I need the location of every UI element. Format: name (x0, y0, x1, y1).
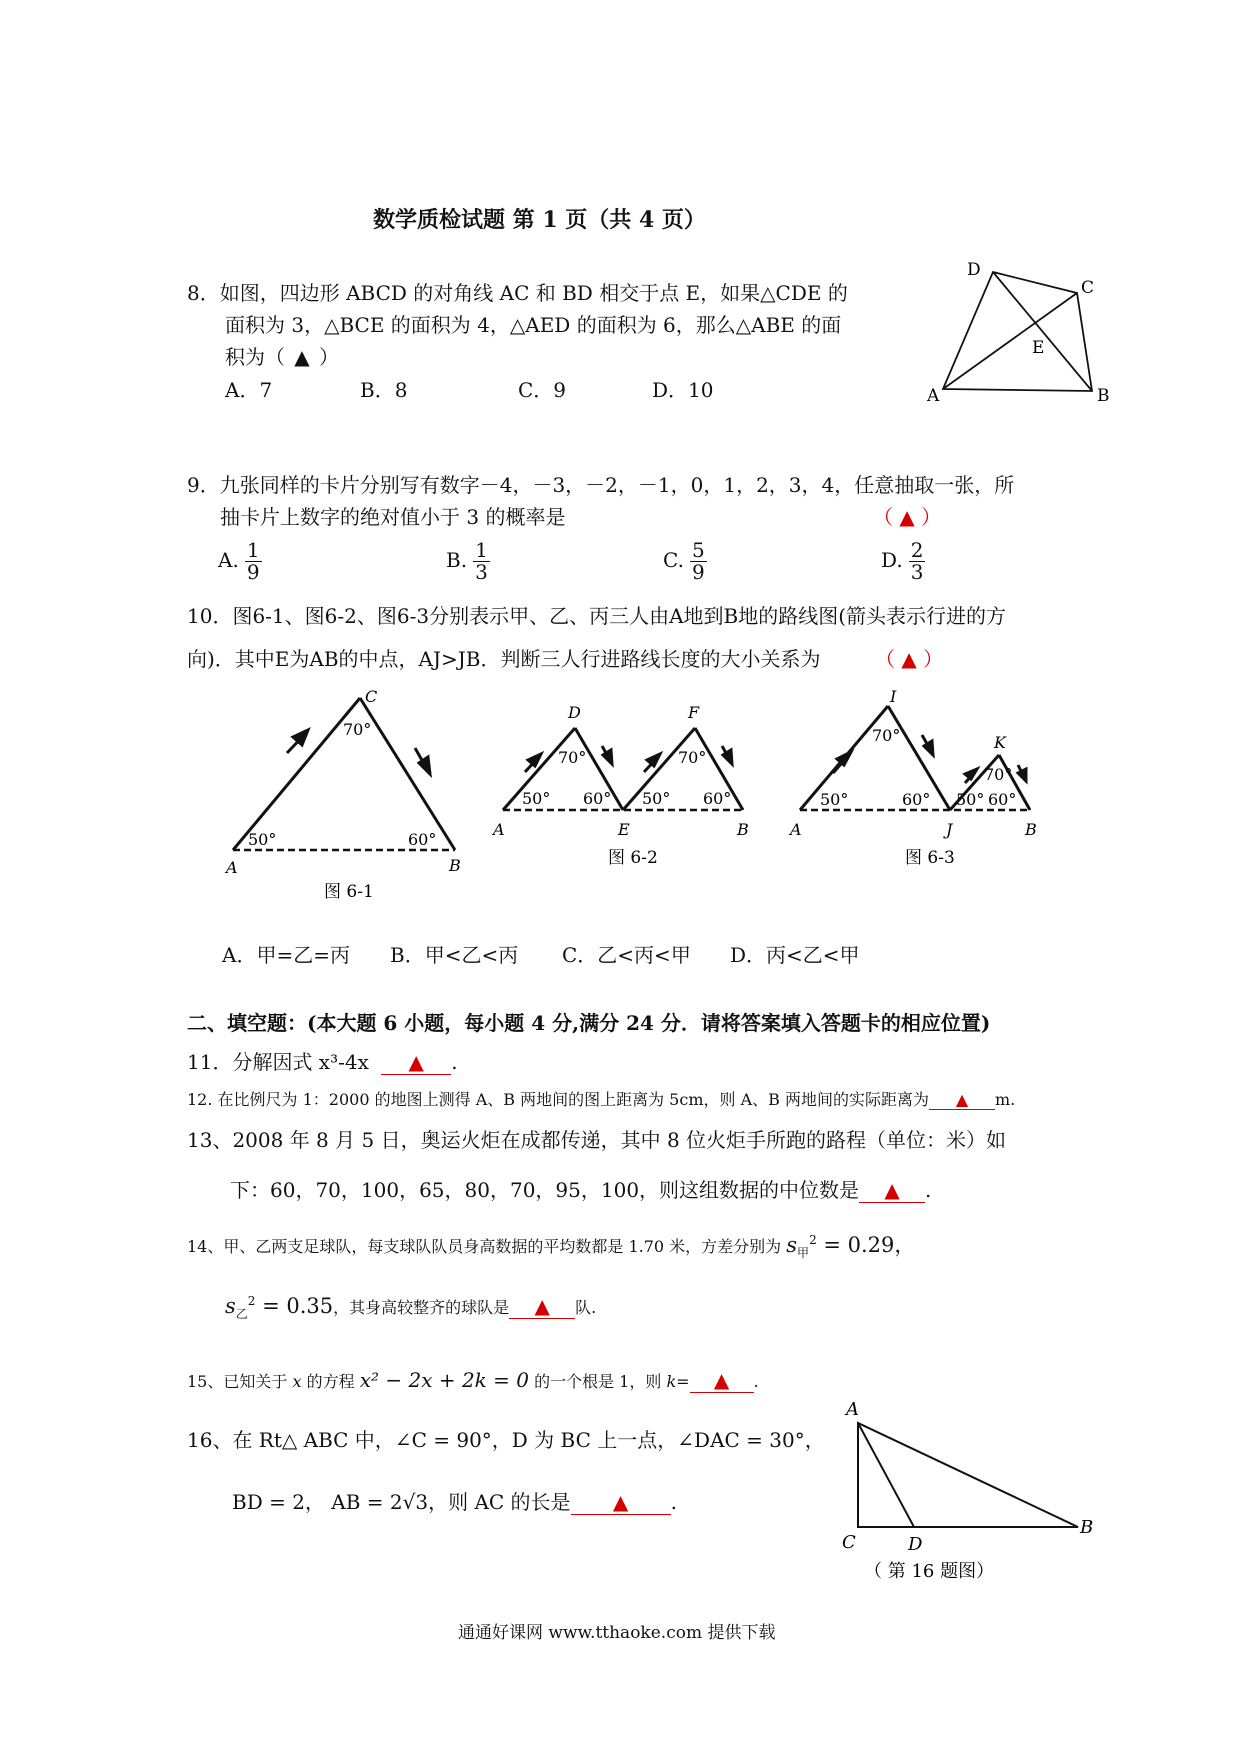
svg-text:50°: 50° (820, 790, 849, 809)
svg-text:B: B (1025, 820, 1037, 839)
svg-text:A: A (790, 820, 802, 839)
svg-text:B: B (737, 820, 749, 839)
page-title: 数学质检试题 第 1 页（共 4 页） (373, 207, 706, 233)
svg-text:A: A (493, 820, 505, 839)
q10-option-d: D．丙<乙<甲 (730, 943, 860, 967)
svg-text:60°: 60° (902, 790, 931, 809)
figure-6-1 (215, 685, 475, 910)
figure-6-2 (490, 700, 765, 875)
answer-blank: ▲ (381, 1050, 451, 1075)
label-d: D (967, 260, 981, 280)
svg-text:F: F (688, 703, 700, 722)
section2-heading: 二、填空题：(本大题 6 小题，每小题 4 分,满分 24 分．请将答案填入答题卡的相应位置) (187, 1011, 991, 1035)
q8-quadrilateral-figure (925, 255, 1125, 415)
svg-text:J: J (946, 820, 953, 839)
svg-text:50°: 50° (956, 790, 985, 809)
q16-triangle-figure (840, 1395, 1110, 1585)
q9-option-d: D. $\frac{2}{3}$ (881, 538, 924, 584)
label-e: E (1032, 338, 1045, 358)
answer-blank: ▲ (690, 1368, 754, 1393)
q8-line2: 面积为 3，△BCE 的面积为 4，△AED 的面积为 6，那么△ABE 的面 (225, 313, 842, 337)
svg-text:50°: 50° (642, 789, 671, 808)
q10-line1: 10．图6-1、图6-2、图6-3分别表示甲、乙、丙三人由A地到B地的路线图(箭头表示行进的方 (187, 604, 1007, 628)
q8-option-a: A．7 (225, 378, 273, 402)
caption-6-1: 图 6-1 (324, 882, 374, 902)
q9-answer-paren: （ ▲ ） (873, 505, 942, 529)
q8-line3: 积为（ ▲ ） (225, 345, 339, 369)
q9-option-b: B. $\frac{1}{3}$ (446, 538, 488, 584)
q8-line1: 8．如图，四边形 ABCD 的对角线 AC 和 BD 相交于点 E，如果△CDE 的 (187, 281, 848, 305)
q10-option-a: A．甲=乙=丙 (222, 943, 350, 967)
answer-blank: ▲ (929, 1090, 995, 1110)
svg-text:50°: 50° (522, 789, 551, 808)
q10-line2: 向)．其中E为AB的中点，AJ>JB．判断三人行进路线长度的大小关系为 (187, 647, 821, 671)
q14-line1: 14、甲、乙两支足球队，每支球队队员身高数据的平均数都是 1.70 米，方差分别为 $s_甲^2 = 0.29$， (187, 1233, 916, 1261)
answer-blank: ▲ (509, 1294, 575, 1319)
answer-blank: ▲ (571, 1490, 671, 1515)
q10-option-b: B．甲<乙<丙 (390, 943, 519, 967)
q13-line1: 13、2008 年 8 月 5 日，奥运火炬在成都传递，其中 8 位火炬手所跑的路程（单位：米）如 (187, 1128, 1007, 1152)
svg-text:70°: 70° (984, 765, 1013, 784)
answer-mark: ▲ (294, 345, 310, 369)
svg-text:B: B (449, 856, 461, 875)
q9-option-c: C. $\frac{5}{9}$ (663, 538, 705, 584)
svg-text:I: I (890, 687, 897, 706)
q8-option-d: D．10 (652, 378, 714, 402)
q13-line2: 下：60，70，100，65，80，70，95，100，则这组数据的中位数是 ▲ . (230, 1178, 932, 1202)
caption-6-2: 图 6-2 (608, 848, 658, 868)
svg-text:60°: 60° (988, 790, 1017, 809)
q9-option-a: A. $\frac{1}{9}$ (218, 538, 260, 584)
q10-option-c: C．乙<丙<甲 (562, 943, 691, 967)
svg-text:D: D (568, 703, 581, 722)
q15: 15、已知关于 x 的方程 x² − 2x + 2k = 0 的一个根是 1，则 k= ▲ . (187, 1368, 759, 1392)
svg-text:A: A (226, 858, 238, 877)
svg-text:K: K (994, 733, 1006, 752)
label-c: C (1081, 278, 1095, 298)
svg-text:D: D (908, 1534, 923, 1555)
svg-text:E: E (618, 820, 630, 839)
answer-blank: ▲ (859, 1178, 925, 1203)
q9-line1: 9．九张同样的卡片分别写有数字－4，－3，－2，－1，0，1，2，3，4，任意抽取一张，所 (187, 473, 1015, 497)
svg-text:60°: 60° (703, 789, 732, 808)
svg-text:70°: 70° (872, 726, 901, 745)
q10-answer-paren: （ ▲ ） (875, 647, 944, 671)
svg-text:70°: 70° (678, 748, 707, 767)
q16-line1: 16、在 Rt△ ABC 中，∠C = 90°，D 为 BC 上一点，∠DAC = 30°， (187, 1428, 825, 1452)
label-b: B (1097, 386, 1110, 406)
svg-text:50°: 50° (248, 830, 277, 849)
svg-text:B: B (1080, 1517, 1094, 1538)
caption-6-3: 图 6-3 (905, 848, 955, 868)
q11: 11．分解因式 x³-4x ▲ . (187, 1050, 458, 1074)
q12: 12. 在比例尺为 1：2000 的地图上测得 A、B 两地间的图上距离为 5cm，则 A、B 两地间的实际距离为 ▲ m. (187, 1090, 1016, 1109)
q14-line2: $s_乙^2 = 0.35$，其身高较整齐的球队是 ▲ 队. (225, 1294, 597, 1322)
svg-text:C: C (842, 1532, 856, 1553)
figure-6-3 (785, 685, 1060, 875)
label-a: A (927, 386, 940, 406)
q8-option-b: B．8 (360, 378, 408, 402)
q9-line2: 抽卡片上数字的绝对值小于 3 的概率是 (220, 505, 566, 529)
svg-text:60°: 60° (583, 789, 612, 808)
q8-option-c: C．9 (518, 378, 567, 402)
svg-text:70°: 70° (343, 720, 372, 739)
svg-text:70°: 70° (558, 748, 587, 767)
svg-text:60°: 60° (408, 830, 437, 849)
svg-text:C: C (365, 687, 378, 706)
q16-caption: （ 第 16 题图） (864, 1561, 995, 1582)
q16-line2: BD = 2， AB = 2√3，则 AC 的长是 ▲ . (232, 1490, 677, 1514)
svg-text:A: A (846, 1399, 859, 1420)
footer-credit: 通通好课网 www.tthaoke.com 提供下载 (458, 1623, 776, 1643)
